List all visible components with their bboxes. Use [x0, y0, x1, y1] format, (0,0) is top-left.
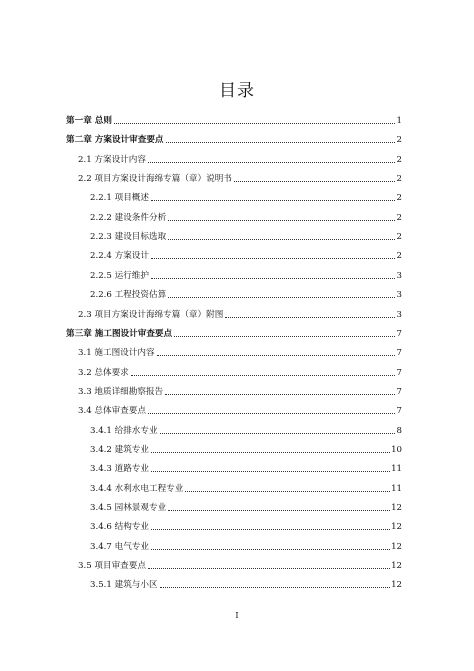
toc-entry[interactable] — [66, 282, 402, 300]
toc-entry-page: 3 — [396, 270, 402, 281]
toc-entry-label: 3.3 地质详细勘察报告 — [78, 386, 164, 397]
toc-entry-label: 2.1 方案设计内容 — [78, 154, 146, 165]
toc-dot-leader — [234, 180, 395, 182]
toc-entry[interactable] — [66, 572, 402, 590]
toc-entry-label: 3.4.6 结构专业 — [90, 522, 149, 533]
toc-dot-leader — [165, 393, 395, 395]
toc-entry-page: 7 — [396, 348, 402, 359]
toc-entry[interactable] — [66, 263, 402, 281]
toc-dot-leader — [168, 509, 390, 511]
toc-entry-label: 2.2 项目方案设计海绵专篇（章）说明书 — [78, 174, 232, 185]
toc-entry[interactable] — [66, 476, 402, 494]
toc-entry[interactable] — [66, 340, 402, 358]
toc-entry[interactable] — [66, 379, 402, 397]
toc-entry[interactable] — [66, 495, 402, 513]
toc-entry-page: 2 — [396, 135, 402, 146]
toc-dot-leader — [151, 199, 395, 201]
toc-entry-page: 2 — [396, 193, 402, 204]
toc-entry[interactable] — [66, 166, 402, 184]
toc-dot-leader — [151, 528, 390, 530]
toc-entry-label: 3.2 总体要求 — [78, 367, 129, 378]
toc-entry[interactable] — [66, 456, 402, 474]
toc-entry-page: 11 — [391, 483, 402, 494]
toc-dot-leader — [160, 432, 395, 434]
toc-entry-label: 2.2.6 工程投资估算 — [90, 290, 167, 301]
toc-dot-leader — [174, 335, 395, 337]
toc-entry-label: 2.3 项目方案设计海绵专篇（章）附图 — [78, 309, 224, 320]
toc-entry[interactable] — [66, 553, 402, 571]
toc-entry-page: 10 — [391, 444, 402, 455]
toc-entry-page: 7 — [396, 367, 402, 378]
toc-entry-label: 3.4 总体审查要点 — [78, 406, 146, 417]
toc-dot-leader — [151, 548, 390, 550]
toc-entry-label: 3.4.3 道路专业 — [90, 464, 149, 475]
toc-entry-label: 3.4.5 园林景观专业 — [90, 503, 167, 513]
toc-dot-leader — [148, 567, 390, 569]
toc-entry-page: 7 — [396, 328, 402, 339]
toc-entry[interactable] — [66, 302, 402, 320]
toc-entry-label: 3.1 施工图设计内容 — [78, 348, 155, 359]
toc-dot-leader — [151, 470, 390, 472]
toc-entry[interactable] — [66, 205, 402, 223]
toc-entry-label: 3.4.1 给排水专业 — [90, 425, 158, 436]
toc-entry-page: 3 — [396, 309, 402, 320]
toc-entry-page: 12 — [391, 541, 402, 552]
toc-entry[interactable] — [66, 514, 402, 532]
toc-dot-leader — [148, 412, 395, 414]
toc-entry-page: 2 — [396, 174, 402, 185]
toc-entry-page: 1 — [396, 116, 402, 126]
toc-dot-leader — [225, 316, 395, 318]
toc-entry-page: 7 — [396, 386, 402, 397]
toc-entry[interactable] — [66, 321, 402, 339]
toc-entry-label: 第三章 施工图设计审查要点 — [66, 328, 173, 339]
toc-entry[interactable] — [66, 147, 402, 165]
page-number: I — [235, 611, 239, 620]
toc-entry-label: 3.5.1 建筑与小区 — [90, 580, 158, 591]
toc-entry[interactable] — [66, 243, 402, 261]
toc-entry-label: 3.4.2 建筑专业 — [90, 444, 149, 455]
toc-dot-leader — [185, 490, 390, 492]
toc-entry[interactable] — [66, 127, 402, 145]
toc-entry[interactable] — [66, 418, 402, 436]
toc-dot-leader — [131, 374, 395, 376]
toc-entry-page: 3 — [396, 290, 402, 301]
toc-entry-page: 2 — [396, 154, 402, 165]
toc-entry-page: 2 — [396, 232, 402, 243]
toc-dot-leader — [151, 257, 395, 259]
toc-entry-label: 3.5 项目审查要点 — [78, 561, 146, 572]
toc-dot-leader — [151, 277, 395, 279]
toc-entry[interactable] — [66, 108, 402, 126]
toc-dot-leader — [157, 354, 395, 356]
toc-entry-label: 2.2.4 方案设计 — [90, 251, 149, 262]
toc-entry-label: 2.2.5 运行维护 — [90, 270, 149, 281]
toc-dot-leader — [148, 161, 395, 163]
toc-dot-leader — [166, 141, 395, 143]
toc-entry-label: 第一章 总则 — [66, 116, 112, 126]
toc-entry-label: 2.2.2 建设条件分析 — [90, 212, 167, 223]
toc-entry-page: 11 — [391, 464, 402, 475]
toc-dot-leader — [160, 586, 390, 588]
toc-entry-page: 12 — [391, 561, 402, 572]
toc-entry-label: 2.2.3 建设目标选取 — [90, 232, 167, 243]
toc-entry-page: 7 — [396, 406, 402, 417]
toc-entry-page: 12 — [391, 522, 402, 533]
toc-title: 目录 — [219, 81, 255, 101]
toc-entry[interactable] — [66, 185, 402, 203]
toc-entry[interactable] — [66, 360, 402, 378]
toc-entry[interactable] — [66, 224, 402, 242]
toc-entry-page: 12 — [391, 503, 402, 513]
toc-dot-leader — [168, 238, 395, 240]
toc-entry-page: 12 — [391, 580, 402, 591]
toc-entry-page: 2 — [396, 251, 402, 262]
toc-entry-label: 3.4.7 电气专业 — [90, 541, 149, 552]
toc-dot-leader — [168, 219, 395, 221]
toc-entry[interactable] — [66, 437, 402, 455]
toc-entry[interactable] — [66, 398, 402, 416]
toc-entry-page: 2 — [396, 212, 402, 223]
toc-dot-leader — [114, 122, 395, 124]
toc-dot-leader — [168, 296, 395, 298]
toc-dot-leader — [151, 451, 390, 453]
toc-entry-page: 8 — [396, 425, 402, 436]
table-of-contents — [66, 108, 402, 603]
toc-entry-label: 3.4.4 水利水电工程专业 — [90, 483, 184, 494]
toc-entry[interactable] — [66, 534, 402, 552]
toc-entry-label: 2.2.1 项目概述 — [90, 193, 149, 204]
toc-entry-label: 第二章 方案设计审查要点 — [66, 135, 164, 146]
